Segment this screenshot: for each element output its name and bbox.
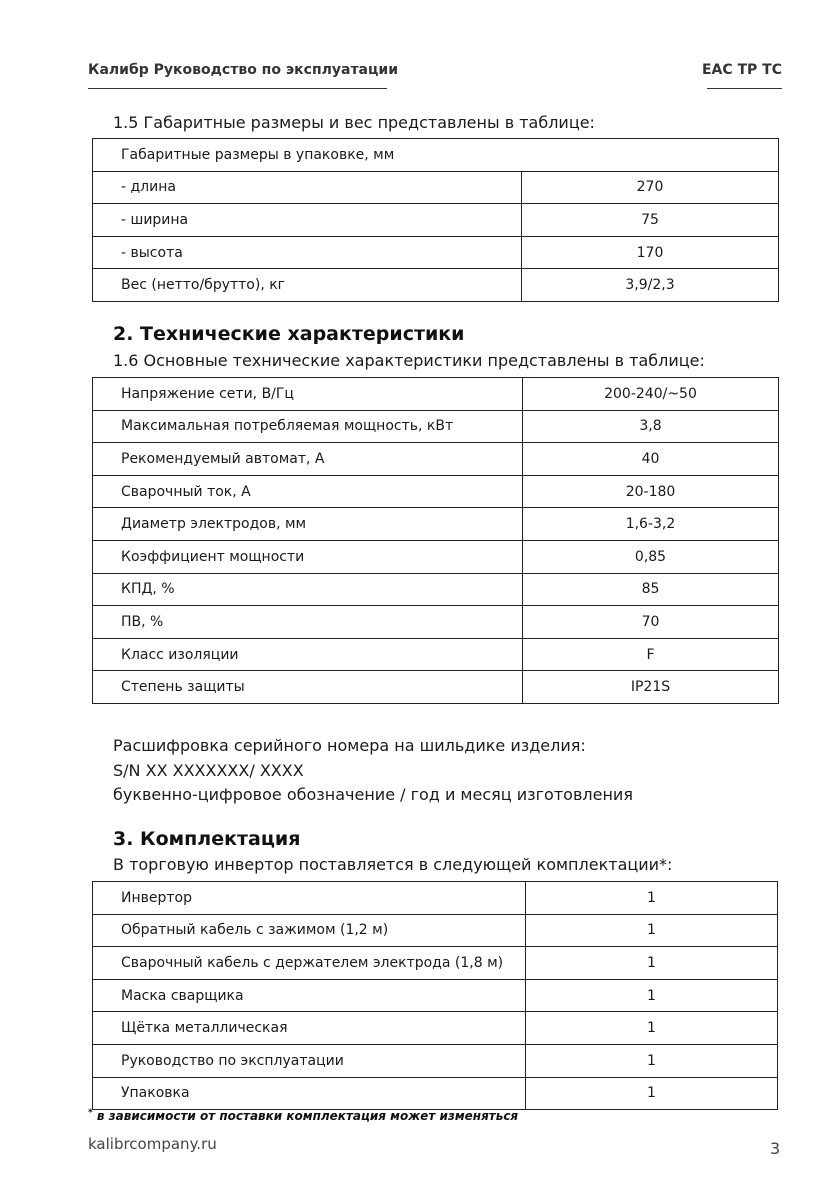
serial-format: S/N XX XXXXXXX/ XXXX	[113, 761, 304, 780]
row-label: Вес (нетто/брутто), кг	[93, 269, 522, 302]
row-label: Коэффициент мощности	[93, 540, 523, 573]
table-row	[93, 475, 779, 508]
row-value: 270	[522, 171, 779, 204]
tech-intro: 1.6 Основные технические характеристики представлены в таблице:	[113, 351, 705, 370]
row-label: Сварочный кабель с держателем электрода (1,8 м)	[93, 947, 526, 980]
row-label: Диаметр электродов, мм	[93, 508, 523, 541]
row-label: ПВ, %	[93, 606, 523, 639]
row-label: Обратный кабель с зажимом (1,2 м)	[93, 914, 526, 947]
row-value: 200-240/~50	[523, 378, 779, 411]
row-label: Максимальная потребляемая мощность, кВт	[93, 410, 523, 443]
row-value: 1	[526, 947, 778, 980]
row-value: 3,8	[523, 410, 779, 443]
row-value: 1	[526, 914, 778, 947]
kit-section-title: 3. Комплектация	[113, 828, 301, 850]
header-divider-left	[88, 88, 387, 89]
row-value: 170	[522, 236, 779, 269]
row-value: 1	[526, 882, 778, 915]
row-value: 70	[523, 606, 779, 639]
row-label: КПД, %	[93, 573, 523, 606]
row-label: Упаковка	[93, 1077, 526, 1110]
table-row	[93, 1044, 778, 1077]
tech-specs-table	[92, 377, 779, 704]
table-row	[93, 443, 779, 476]
header-certification: ЕАС ТР ТС	[701, 62, 782, 78]
row-label: Степень защиты	[93, 671, 523, 704]
row-value: 0,85	[523, 540, 779, 573]
table-row	[93, 671, 779, 704]
header-title: Калибр Руководство по эксплуатации	[88, 62, 399, 78]
row-value: 40	[523, 443, 779, 476]
table-row	[93, 171, 779, 204]
table-row	[93, 979, 778, 1012]
table-row	[93, 410, 779, 443]
row-label: - ширина	[93, 204, 522, 237]
row-label: - длина	[93, 171, 522, 204]
row-value: 1	[526, 1044, 778, 1077]
table-row	[93, 914, 778, 947]
table-row	[93, 508, 779, 541]
table-row	[93, 573, 779, 606]
row-value: 1	[526, 979, 778, 1012]
dims-intro: 1.5 Габаритные размеры и вес представлены в таблице:	[113, 113, 595, 132]
table-row	[93, 1012, 778, 1045]
table-row	[93, 638, 779, 671]
header-divider-right	[707, 88, 782, 89]
table-row	[93, 540, 779, 573]
row-label: Сварочный ток, А	[93, 475, 523, 508]
tech-section-title: 2. Технические характеристики	[113, 323, 465, 345]
table-row	[93, 139, 779, 172]
row-label: - высота	[93, 236, 522, 269]
serial-description: буквенно-цифровое обозначение / год и месяц изготовления	[113, 785, 633, 804]
table-row	[93, 882, 778, 915]
kit-intro: В торговую инвертор поставляется в следующей комплектации*:	[113, 855, 673, 874]
serial-heading: Расшифровка серийного номера на шильдике изделия:	[113, 736, 586, 755]
row-value: F	[523, 638, 779, 671]
row-label: Рекомендуемый автомат, А	[93, 443, 523, 476]
table-row	[93, 1077, 778, 1110]
dimensions-table	[92, 138, 779, 302]
row-label: Напряжение сети, В/Гц	[93, 378, 523, 411]
footnote-mark: *	[88, 1108, 93, 1118]
footer-website: kalibrcompany.ru	[88, 1135, 217, 1153]
table-row	[93, 378, 779, 411]
dims-group-label: Габаритные размеры в упаковке, мм	[93, 139, 779, 172]
table-row	[93, 204, 779, 237]
row-value: 20-180	[523, 475, 779, 508]
table-row	[93, 236, 779, 269]
kit-footnote	[88, 1108, 518, 1123]
page-number: 3	[770, 1139, 781, 1158]
row-label: Щётка металлическая	[93, 1012, 526, 1045]
table-row	[93, 269, 779, 302]
row-value: 1,6-3,2	[523, 508, 779, 541]
package-contents-table	[92, 881, 778, 1110]
row-value: IP21S	[523, 671, 779, 704]
row-value: 1	[526, 1077, 778, 1110]
row-label: Инвертор	[93, 882, 526, 915]
row-label: Маска сварщика	[93, 979, 526, 1012]
row-value: 75	[522, 204, 779, 237]
row-label: Класс изоляции	[93, 638, 523, 671]
row-label: Руководство по эксплуатации	[93, 1044, 526, 1077]
table-row	[93, 606, 779, 639]
row-value: 1	[526, 1012, 778, 1045]
row-value: 85	[523, 573, 779, 606]
footnote-text: в зависимости от поставки комплектация может изменяться	[96, 1109, 519, 1123]
row-value: 3,9/2,3	[522, 269, 779, 302]
table-row	[93, 947, 778, 980]
